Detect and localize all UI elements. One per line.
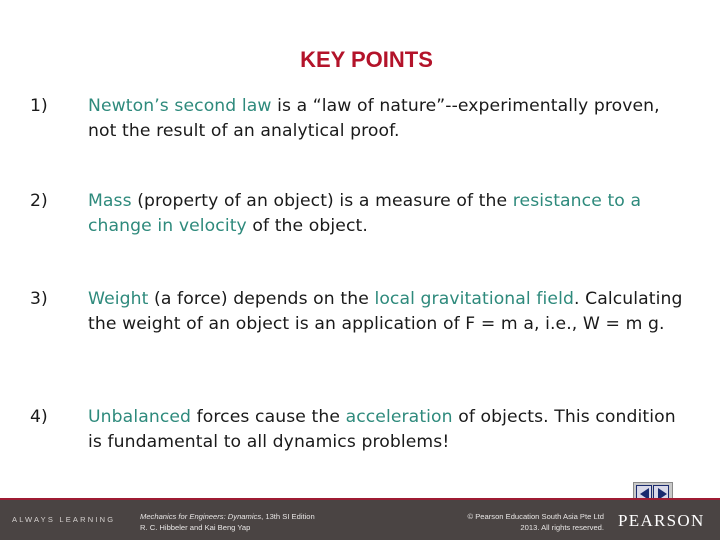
key-point-1: [30, 94, 690, 144]
highlighted-term: local gravitational field: [374, 289, 574, 309]
copyright-line-2: 2013. All rights reserved.: [520, 523, 604, 532]
text-segment: (a force) depends on the: [148, 289, 375, 309]
pearson-logo: PEARSON: [618, 511, 705, 530]
key-point-3: [30, 287, 690, 337]
footer-bar: [0, 498, 720, 540]
point-number: 4): [30, 407, 48, 427]
footer-accent-line: [0, 498, 720, 500]
book-credit: [140, 511, 315, 533]
highlighted-term: Mass: [88, 191, 132, 211]
point-text: [88, 405, 690, 455]
book-authors: R. C. Hibbeler and Kai Beng Yap: [140, 523, 251, 532]
highlighted-term: acceleration: [345, 407, 453, 427]
highlighted-term: resistance to a change in velocity: [88, 191, 642, 236]
slide-title: KEY POINTS: [300, 47, 433, 72]
point-text: [88, 287, 690, 337]
highlighted-term: Unbalanced: [88, 407, 192, 427]
point-number: 3): [30, 289, 48, 309]
book-title: Mechanics for Engineers: Dynamics: [140, 512, 262, 521]
point-number: 1): [30, 96, 48, 116]
always-learning-logo: ALWAYS LEARNING: [12, 515, 116, 524]
text-segment: forces cause the: [191, 407, 346, 427]
point-text: [88, 94, 690, 144]
text-segment: (property of an object) is a measure of the: [131, 191, 513, 211]
point-number: 2): [30, 191, 48, 211]
text-segment: is a “law of nature”--experimentally proven, not the result of an analytical proof.: [88, 96, 660, 141]
highlighted-term: Newton’s second law: [88, 96, 272, 116]
key-point-2: [30, 189, 690, 239]
text-segment: . Calculating the weight of an object is an application of F = m a, i.e., W = m g.: [88, 289, 683, 334]
key-point-4: [30, 405, 690, 455]
point-text: [88, 189, 690, 239]
copyright-notice: [398, 511, 604, 533]
copyright-line-1: © Pearson Education South Asia Pte Ltd: [467, 512, 604, 521]
book-edition: , 13th SI Edition: [261, 512, 315, 521]
text-segment: of objects. This condition is fundamental to all dynamics problems!: [88, 407, 676, 452]
highlighted-term: Weight: [88, 289, 149, 309]
text-segment: of the object.: [246, 216, 368, 236]
